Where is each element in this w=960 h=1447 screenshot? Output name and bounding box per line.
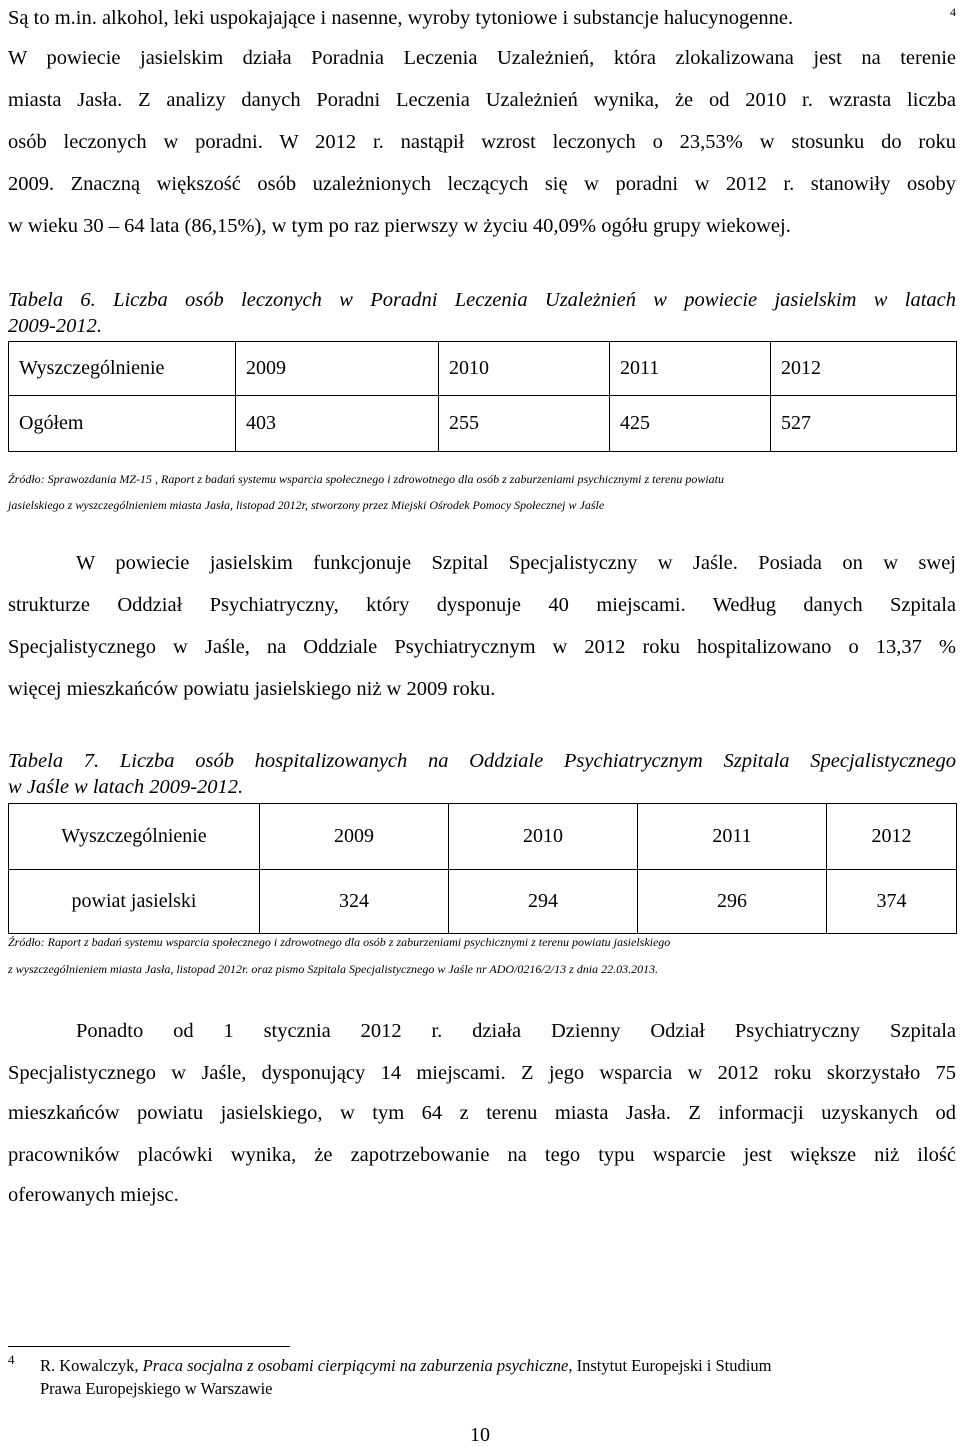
table-6 xyxy=(8,341,957,452)
paragraph-1-line-3: miasta Jasła. Z analizy danych Poradni Leczenia Uzależnień wynika, że od 2010 r. wzrasta liczba xyxy=(8,89,956,111)
table-6-cell: 527 xyxy=(771,396,957,452)
paragraph-3-line-5: oferowanych miejsc. xyxy=(8,1184,179,1206)
table-7-caption-line-1: Tabela 7. Liczba osób hospitalizowanych na Oddziale Psychiatrycznym Szpitala Specjalistycznego xyxy=(8,750,956,772)
paragraph-1-line-1: Są to m.in. alkohol, leki uspokajające i nasenne, wyroby tytoniowe i substancje halucynogenne. xyxy=(8,7,794,29)
paragraph-1-line-4: osób leczonych w poradni. W 2012 r. nastąpił wzrost leczonych o 23,53% w stosunku do roku xyxy=(8,131,956,153)
table-6-source-line-2: jasielskiego z wyszczególnieniem miasta Jasła, listopad 2012r, stworzony przez Miejski Ośrodek Pomocy Społecznej w Jaśle xyxy=(8,498,605,512)
table-6-cell: 403 xyxy=(236,396,439,452)
table-7-header-cell: 2010 xyxy=(449,804,638,870)
paragraph-3-line-1: Ponadto od 1 stycznia 2012 r. działa Dzienny Odział Psychiatryczny Szpitala xyxy=(76,1020,956,1042)
table-6-source-line-1: Źródło: Sprawozdania MZ-15 , Raport z badań systemu wsparcia społecznego i zdrowotnego dla osób z zaburzeniami psychicznymi z terenu powiatu xyxy=(8,472,724,486)
paragraph-3-line-3: mieszkańców powiatu jasielskiego, w tym 64 z terenu miasta Jasła. Z informacji uzyskanych od xyxy=(8,1102,956,1124)
table-7-source-line-2: z wyszczególnieniem miasta Jasła, listopad 2012r. oraz pismo Szpitala Specjalistycznego w Jaśle nr ADO/0216/2/13 z dnia 22.03.2013. xyxy=(8,962,659,976)
footnote-line-1 xyxy=(40,1355,771,1377)
footnote-title: Praca socjalna z osobami cierpiącymi na zaburzenia psychiczne xyxy=(142,1356,569,1375)
table-6-cell: 255 xyxy=(439,396,610,452)
paragraph-3-line-4: pracowników placówki wynika, że zapotrzebowanie na tego typu wsparcie jest większe niż ilość xyxy=(8,1144,956,1166)
table-7-cell: 294 xyxy=(449,870,638,934)
paragraph-2-line-2: strukturze Oddział Psychiatryczny, który dysponuje 40 miejscami. Według danych Szpitala xyxy=(8,594,956,616)
table-7-source-line-1: Źródło: Raport z badań systemu wsparcia społecznego i zdrowotnego dla osób z zaburzeniami psychicznymi z terenu powiatu jasielskiego xyxy=(8,935,671,949)
footnote-reference[interactable]: 4 xyxy=(950,5,956,19)
table-7-cell: 296 xyxy=(638,870,827,934)
table-6-cell: 425 xyxy=(610,396,771,452)
paragraph-1-line-6: w wieku 30 – 64 lata (86,15%), w tym po raz pierwszy w życiu 40,09% ogółu grupy wiekowej. xyxy=(8,215,791,237)
table-7-header-cell: 2012 xyxy=(827,804,957,870)
table-7-cell: 324 xyxy=(260,870,449,934)
table-row xyxy=(9,396,957,452)
table-7-header-cell: 2011 xyxy=(638,804,827,870)
footnote-separator xyxy=(8,1346,290,1347)
footnote-publisher: , Instytut Europejski i Studium xyxy=(568,1356,772,1375)
footnote-author: R. Kowalczyk, xyxy=(40,1356,143,1375)
table-6-caption-line-1: Tabela 6. Liczba osób leczonych w Poradni Leczenia Uzależnień w powiecie jasielskim w latach xyxy=(8,289,956,311)
paragraph-1-line-5: 2009. Znaczną większość osób uzależnionych leczących się w poradni w 2012 r. stanowiły osoby xyxy=(8,173,956,195)
table-6-caption-line-2: 2009-2012. xyxy=(8,315,102,337)
table-6-header-row xyxy=(9,342,957,396)
page-number: 10 xyxy=(470,1424,490,1446)
paragraph-2-line-4: więcej mieszkańców powiatu jasielskiego niż w 2009 roku. xyxy=(8,678,496,700)
paragraph-2-line-1: W powiecie jasielskim funkcjonuje Szpital Specjalistyczny w Jaśle. Posiada on w swej xyxy=(76,552,956,574)
footnote-line-2: Prawa Europejskiego w Warszawie xyxy=(40,1379,273,1398)
table-6-cell: Ogółem xyxy=(9,396,236,452)
table-6-header-cell: 2010 xyxy=(439,342,610,396)
paragraph-2-line-3: Specjalistycznego w Jaśle, na Oddziale Psychiatrycznym w 2012 roku hospitalizowano o 13,37 % xyxy=(8,636,956,658)
table-7-cell: 374 xyxy=(827,870,957,934)
table-6-header-cell: 2011 xyxy=(610,342,771,396)
table-6-caption xyxy=(8,287,956,339)
paragraph-3-line-2: Specjalistycznego w Jaśle, dysponujący 14 miejscami. Z jego wsparcia w 2012 roku skorzystało 75 xyxy=(8,1062,956,1084)
table-7 xyxy=(8,803,957,934)
footnote-number: 4 xyxy=(8,1352,15,1367)
table-row xyxy=(9,870,957,934)
table-7-header-cell: 2009 xyxy=(260,804,449,870)
table-7-header-row xyxy=(9,804,957,870)
table-6-header-cell: 2009 xyxy=(236,342,439,396)
table-7-caption xyxy=(8,748,956,800)
table-7-cell: powiat jasielski xyxy=(9,870,260,934)
table-6-header-cell: Wyszczególnienie xyxy=(9,342,236,396)
table-7-caption-line-2: w Jaśle w latach 2009-2012. xyxy=(8,776,244,798)
table-6-header-cell: 2012 xyxy=(771,342,957,396)
paragraph-1-line-2: W powiecie jasielskim działa Poradnia Leczenia Uzależnień, która zlokalizowana jest na terenie xyxy=(8,47,956,69)
table-7-header-cell: Wyszczególnienie xyxy=(9,804,260,870)
